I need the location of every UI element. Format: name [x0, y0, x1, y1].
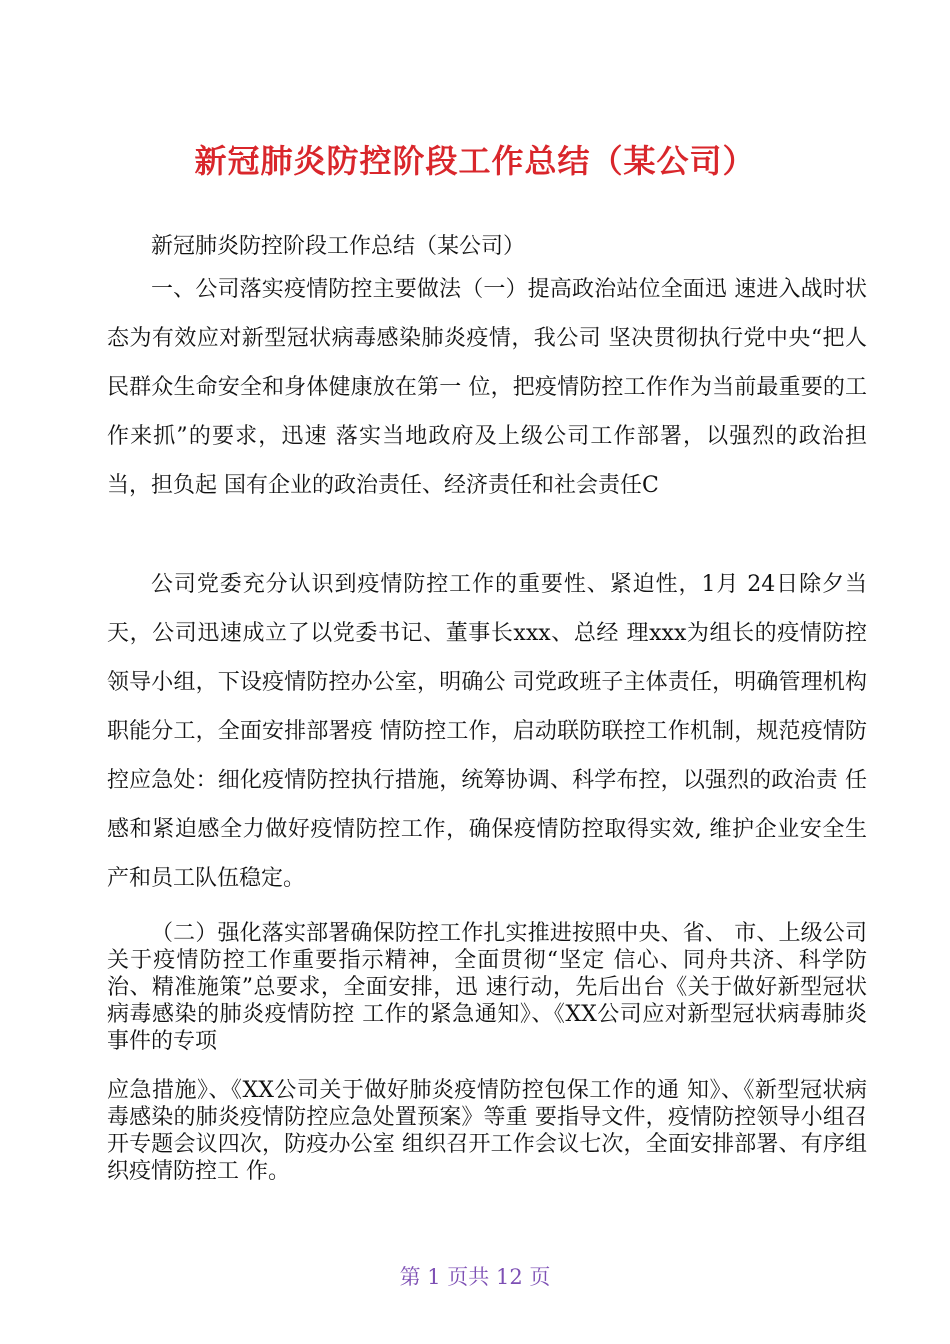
paragraph-section-2: （二）强化落实部署确保防控工作扎实推进按照中央、省、 市、上级公司关于疫情防控工作重要指示精神，全面贯彻“坚定 信心、同舟共济、科学防治、精准施策”总要求，全面安排，迅 速行动，先后出台《关于做好新型冠状病毒感染的肺炎疫情防控 工作的紧急通知》、《XX公司应对新型冠状病毒肺炎事件的专项	[107, 921, 867, 1054]
page-number-footer: 第 1 页共 12 页	[399, 1265, 551, 1289]
document-subtitle: 新冠肺炎防控阶段工作总结（某公司）	[151, 234, 526, 259]
paragraph-leadership-group: 公司党委充分认识到疫情防控工作的重要性、紧迫性，1月 24日除夕当天，公司迅速成立了以党委书记、董事长xxx、总经 理xxx为组长的疫情防控领导小组，下设疫情防控办公室，明确公 司党政班子主体责任，明确管理机构职能分工，全面安排部署疫 情防控工作，启动联防联控工作机制，规范疫情防控应急处：细化疫情防控执行措施，统筹协调、科学布控，以强烈的政治责 任感和紧迫感全力做好疫情防控工作，确保疫情防控取得实效, 维护企业安全生产和员工队伍稳定。	[107, 572, 867, 891]
paragraph-section-1: 一、公司落实疫情防控主要做法（一）提高政治站位全面迅 速进入战时状态为有效应对新型冠状病毒感染肺炎疫情，我公司 坚决贯彻执行党中央“把人民群众生命安全和身体健康放在第一 位，把疫情防控工作作为当前最重要的工作来抓”的要求，迅速 落实当地政府及上级公司工作部署，以强烈的政治担当，担负起 国有企业的政治责任、经济责任和社会责任C	[107, 277, 867, 498]
paragraph-emergency-measures: 应急措施》、《XX公司关于做好肺炎疫情防控包保工作的通 知》、《新型冠状病毒感染的肺炎疫情防控应急处置预案》等重 要指导文件，疫情防控领导小组召开专题会议四次，防疫办公室 组织召开工作会议七次，全面安排部署、有序组织疫情防控工 作。	[107, 1078, 867, 1184]
document-title: 新冠肺炎防控阶段工作总结（某公司）	[194, 142, 756, 181]
